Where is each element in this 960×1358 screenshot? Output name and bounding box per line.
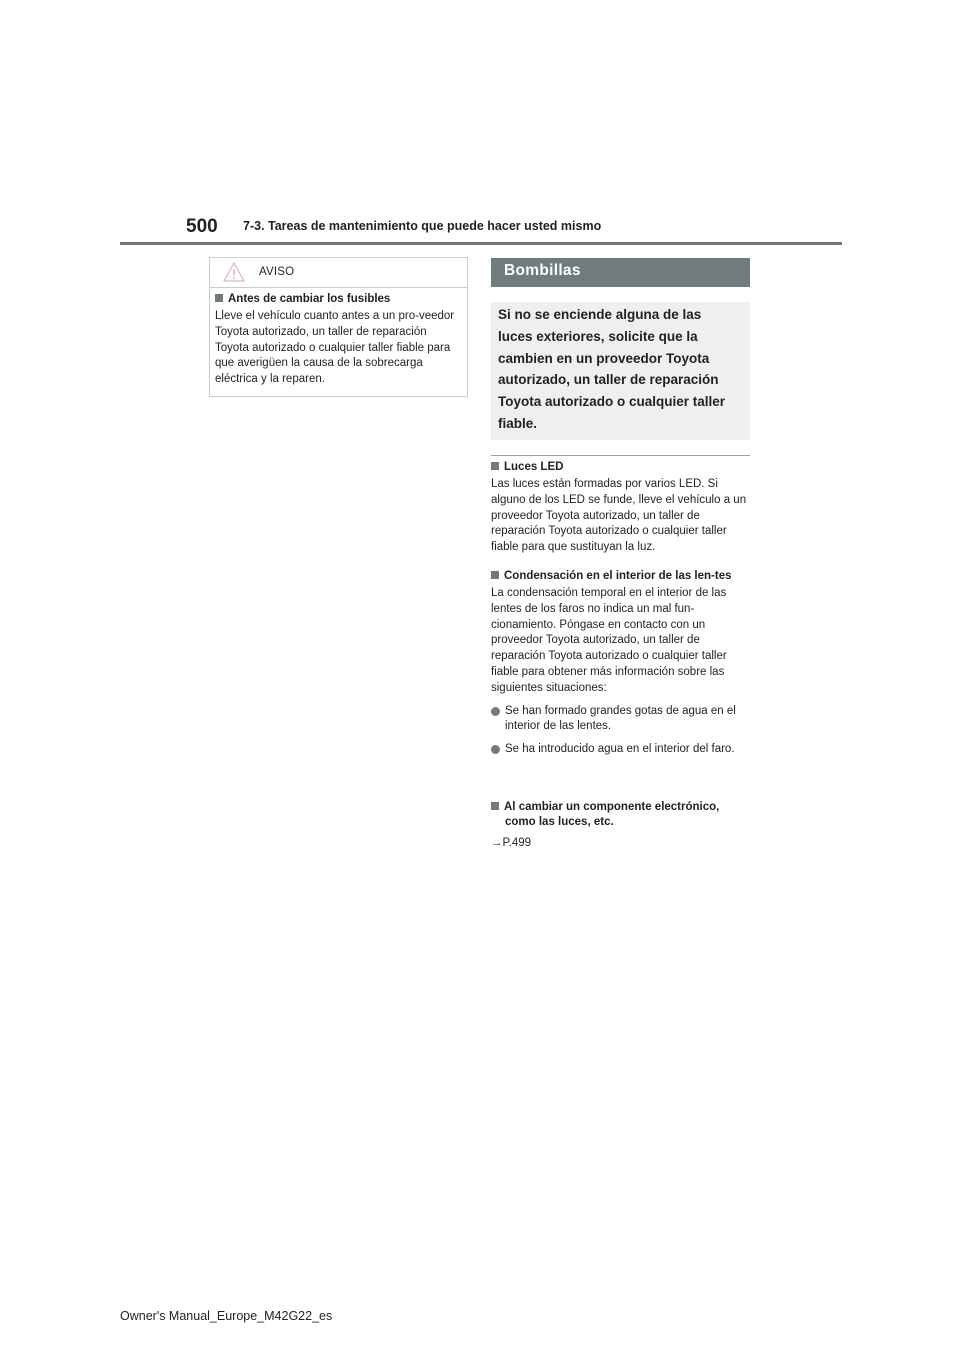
square-bullet-icon	[215, 294, 223, 302]
caution-heading: Antes de cambiar los fusibles	[215, 292, 461, 307]
led-section	[491, 460, 753, 556]
footer-text: Owner's Manual_Europe_M42G22_es	[120, 1309, 333, 1323]
square-bullet-icon	[491, 571, 499, 579]
led-heading: Luces LED	[491, 460, 753, 475]
section-title: 7-3. Tareas de mantenimiento que puede hacer usted mismo	[243, 219, 602, 233]
electronic-section	[491, 800, 753, 849]
intro-panel	[491, 302, 750, 440]
warning-triangle-icon	[223, 262, 245, 282]
section-band	[491, 258, 750, 287]
square-bullet-icon	[491, 462, 499, 470]
square-bullet-icon	[491, 802, 499, 810]
condensation-text: La condensación temporal en el interior de las lentes de los faros no indica un mal fun-cionamiento. Póngase en contacto con un proveedor Toyota autorizado, un taller de reparación Toyota autorizado o cualquier taller fiable para obtener más información sobre las siguientes situaciones:	[491, 587, 727, 694]
intro-text: Si no se enciende alguna de las luces exteriores, solicite que la cambien en un proveedor Toyota autorizado, un taller de reparación Toyota autorizado o cualquier taller fiable.	[498, 307, 726, 431]
circle-bullet-icon	[491, 745, 500, 754]
section-divider	[491, 455, 750, 456]
section-band-title: Bombillas	[504, 262, 581, 279]
caution-header	[210, 258, 467, 288]
list-item: Se ha introducido agua en el interior del faro.	[491, 742, 753, 758]
circle-bullet-icon	[491, 707, 500, 716]
caution-box	[209, 257, 468, 397]
caution-label: AVISO	[259, 266, 295, 278]
page-reference[interactable]: →P.499	[491, 837, 532, 849]
header-divider	[120, 242, 842, 245]
list-item: Se han formado grandes gotas de agua en el interior de las lentes.	[491, 704, 753, 736]
led-text: Las luces están formadas por varios LED. Si alguno de los LED se funde, lleve el vehículo a un proveedor Toyota autorizado, un taller de reparación Toyota autorizado o cualquier taller fiable para que sustituyan la luz.	[491, 478, 747, 554]
caution-body	[215, 292, 461, 388]
electronic-heading: Al cambiar un componente electrónico, como las luces, etc.	[491, 800, 753, 830]
page-number: 500	[186, 216, 218, 237]
caution-text: Lleve el vehículo cuanto antes a un pro-veedor Toyota autorizado, un taller de reparación Toyota autorizado o cualquier taller fiable para que averigüen la causa de la sobrecarga eléctrica y la reparen.	[215, 310, 455, 386]
condensation-section	[491, 569, 753, 758]
condensation-heading: Condensación en el interior de las len-tes	[491, 569, 753, 584]
